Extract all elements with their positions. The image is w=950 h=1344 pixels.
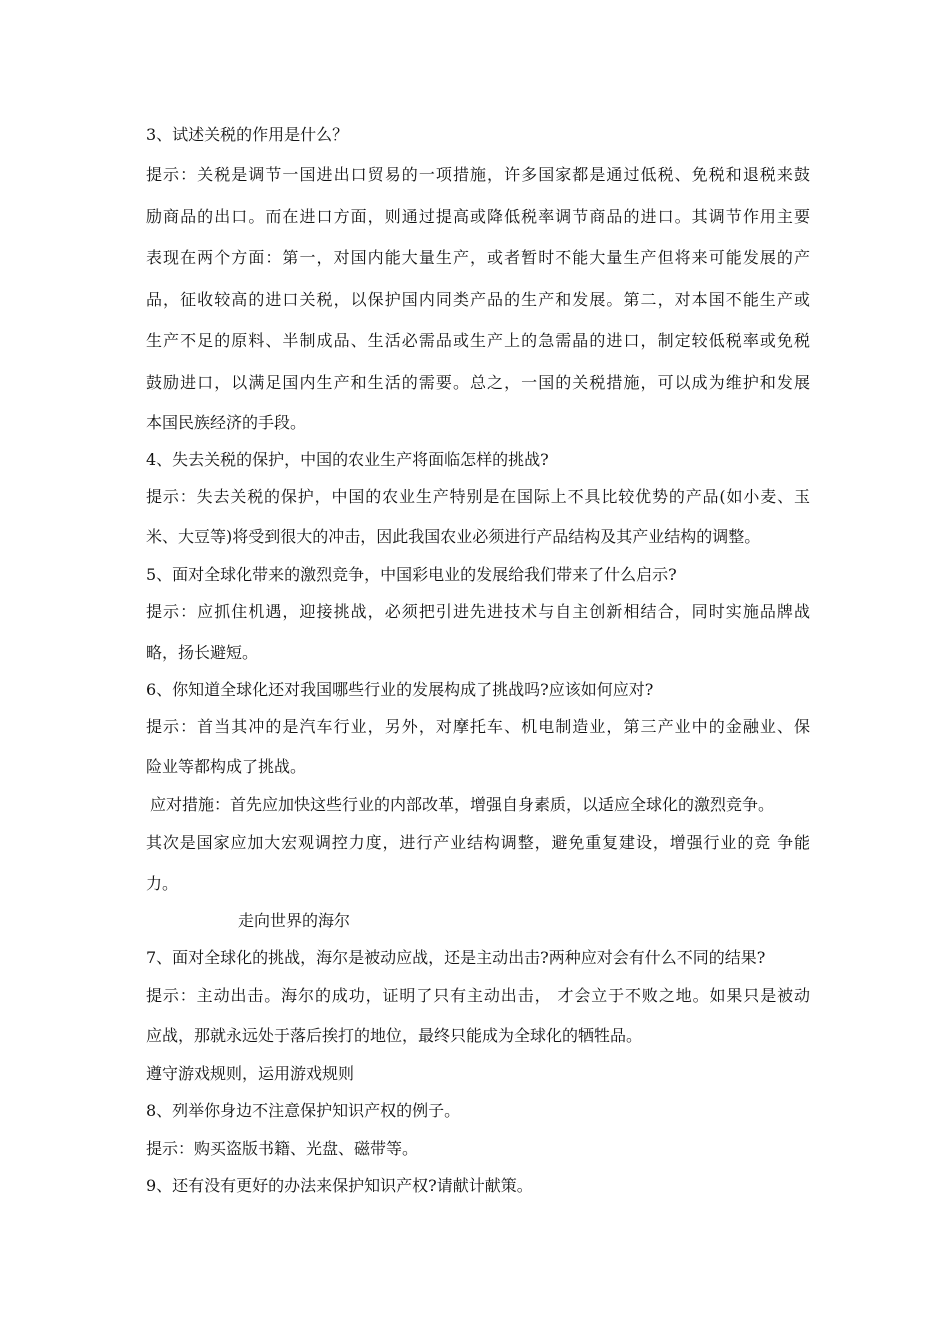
question-8: 8、列举你身边不注意保护知识产权的例子。 <box>146 1101 461 1120</box>
answer-3-line-2: 励商品的出口。而在进口方面，则通过提高或降低税率调节商品的进口。其调节作用主要 <box>146 207 810 226</box>
question-4: 4、失去关税的保护，中国的农业生产将面临怎样的挑战? <box>146 450 549 469</box>
answer-7-line-2: 应战，那就永远处于落后挨打的地位，最终只能成为全球化的牺牲品。 <box>146 1026 643 1045</box>
answer-3-line-4: 品，征收较高的进口关税，以保护国内同类产品的生产和发展。第二，对本国不能生产或 <box>146 290 810 309</box>
section-heading-haier: 走向世界的海尔 <box>238 911 351 930</box>
answer-8: 提示：购买盗版书籍、光盘、磁带等。 <box>146 1139 419 1158</box>
answer-3-line-3: 表现在两个方面：第一，对国内能大量生产，或者暂时不能大量生产但将来可能发展的产 <box>146 248 810 267</box>
answer-6-measures-line-3: 力。 <box>146 874 179 893</box>
answer-7-line-1: 提示：主动出击。海尔的成功，证明了只有主动出击， 才会立于不败之地。如果只是被动 <box>146 986 810 1005</box>
answer-6-measures-line-2: 其次是国家应加大宏观调控力度，进行产业结构调整，避免重复建设，增强行业的竞 争能 <box>146 833 810 852</box>
answer-5-line-1: 提示：应抓住机遇，迎接挑战，必须把引进先进技术与自主创新相结合，同时实施品牌战 <box>146 602 810 621</box>
answer-3-line-6: 鼓励进口，以满足国内生产和生活的需要。总之，一国的关税措施，可以成为维护和发展 <box>146 373 810 392</box>
question-3: 3、试述关税的作用是什么？ <box>146 125 349 144</box>
answer-3-line-1: 提示：关税是调节一国进出口贸易的一项措施，许多国家都是通过低税、免税和退税来鼓 <box>146 165 810 184</box>
section-heading-rules: 遵守游戏规则，运用游戏规则 <box>146 1064 355 1083</box>
answer-6-measures-line-1: 应对措施：首先应加快这些行业的内部改革，增强自身素质，以适应全球化的激烈竞争。 <box>150 795 775 814</box>
question-5: 5、面对全球化带来的激烈竞争，中国彩电业的发展给我们带来了什么启示? <box>146 565 677 584</box>
answer-5-line-2: 略，扬长避短。 <box>146 643 259 662</box>
question-9: 9、还有没有更好的办法来保护知识产权?请献计献策。 <box>146 1176 533 1195</box>
question-7: 7、面对全球化的挑战，海尔是被动应战，还是主动出击?两种应对会有什么不同的结果? <box>146 948 766 967</box>
answer-6-line-1: 提示：首当其冲的是汽车行业，另外，对摩托车、机电制造业，第三产业中的金融业、保 <box>146 717 810 736</box>
answer-3-line-7: 本国民族经济的手段。 <box>146 413 307 432</box>
answer-4-line-1: 提示：失去关税的保护，中国的农业生产特别是在国际上不具比较优势的产品(如小麦、玉 <box>146 487 810 506</box>
question-6: 6、你知道全球化还对我国哪些行业的发展构成了挑战吗?应该如何应对? <box>146 680 654 699</box>
answer-3-line-5: 生产不足的原料、半制成品、生活必需品或生产上的急需晶的进口，制定较低税率或免税 <box>146 331 810 350</box>
answer-6-line-2: 险业等都构成了挑战。 <box>146 757 307 776</box>
answer-4-line-2: 米、大豆等)将受到很大的冲击，因此我国农业必须进行产品结构及其产业结构的调整。 <box>146 527 761 546</box>
